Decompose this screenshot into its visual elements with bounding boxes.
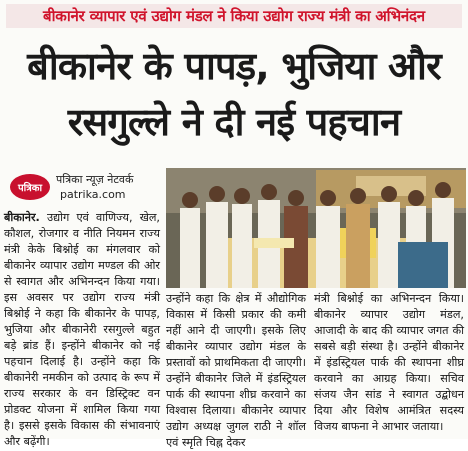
article-column-3: मंत्री बिश्नोई का अभिनन्दन किया। बीकानेर व्यापार उद्योग मंडल, आजादी के बाद की व्यापार जगत की सबसे बड़ी संस्था है। उन्होंने बीकानेर में इंडस्ट्रियल पार्क की स्थापना शीघ्र करवाने का आग्रह किया। सचिव संजय जैन सांड ने स्वागत उद्बोधन दिया और विशेष आमंत्रित सदस्य विजय बाफना ने आभार जताया। xyxy=(314,292,464,433)
website-link[interactable]: patrika.com xyxy=(60,188,126,201)
group-photo-illustration xyxy=(166,168,466,288)
article-column-2: उन्होंने कहा कि क्षेत्र में औद्योगिक विकास में किसी प्रकार की कमी नहीं आने दी जाएगी। इसके लिए बीकानेर व्यापार उद्योग मंडल के प्रस्तावों को प्राथमिकता दी जाएगी। उन्होंने बीकानेर जिले में इंडस्ट्रियल पार्क की स्थापना शीघ्र करवाने का विश्वास दिलाया। बीकानेर व्यापार उद्योग अध्यक्ष जुगल राठी ने शॉल एवं स्मृति चिह्न देकर xyxy=(166,292,306,449)
article-column-1 xyxy=(4,210,160,448)
patrika-logo: पत्रिका xyxy=(10,174,50,200)
kicker-headline: बीकानेर व्यापार एवं उद्योग मंडल ने किया उद्योग राज्य मंत्री का अभिनंदन xyxy=(6,4,462,28)
dateline: बीकानेर. xyxy=(4,211,40,224)
news-bureau: पत्रिका न्यूज़ नेटवर्क xyxy=(56,173,134,186)
main-headline-line-1: बीकानेर के पापड़, भुजिया और xyxy=(27,44,441,88)
news-source xyxy=(4,168,164,206)
main-headline-line-2: रसगुल्ले ने दी नई पहचान xyxy=(67,100,401,144)
article-column-1-text: उद्योग एवं वाणिज्य, खेल, कौशल, रोजगार व नीति नियमन राज्य मंत्री केके बिश्नोई का मंगलवार को बीकानेर व्यापार उद्योग मण्डल की ओर से स्वागत और अभिनन्दन किया गया। इस अवसर पर उद्योग राज्य मंत्री बिश्नोई ने कहा कि बीकानेर के पापड़, भुजिया और बीकानेरी रसगुल्ले बहुत बड़े ब्रांड हैं। इन्होंने बीकानेर को नई पहचान दिलाई है। उन्होंने कहा कि बीकानेरी नमकीन को उत्पाद के रूप में राज्य सरकार के वन डिस्ट्रिक्ट वन प्रोडक्ट योजना में शामिल किया गया है। इससे इसके विकास की संभावनाएं और बढ़ेंगी। xyxy=(4,211,160,448)
event-photo xyxy=(166,168,466,288)
